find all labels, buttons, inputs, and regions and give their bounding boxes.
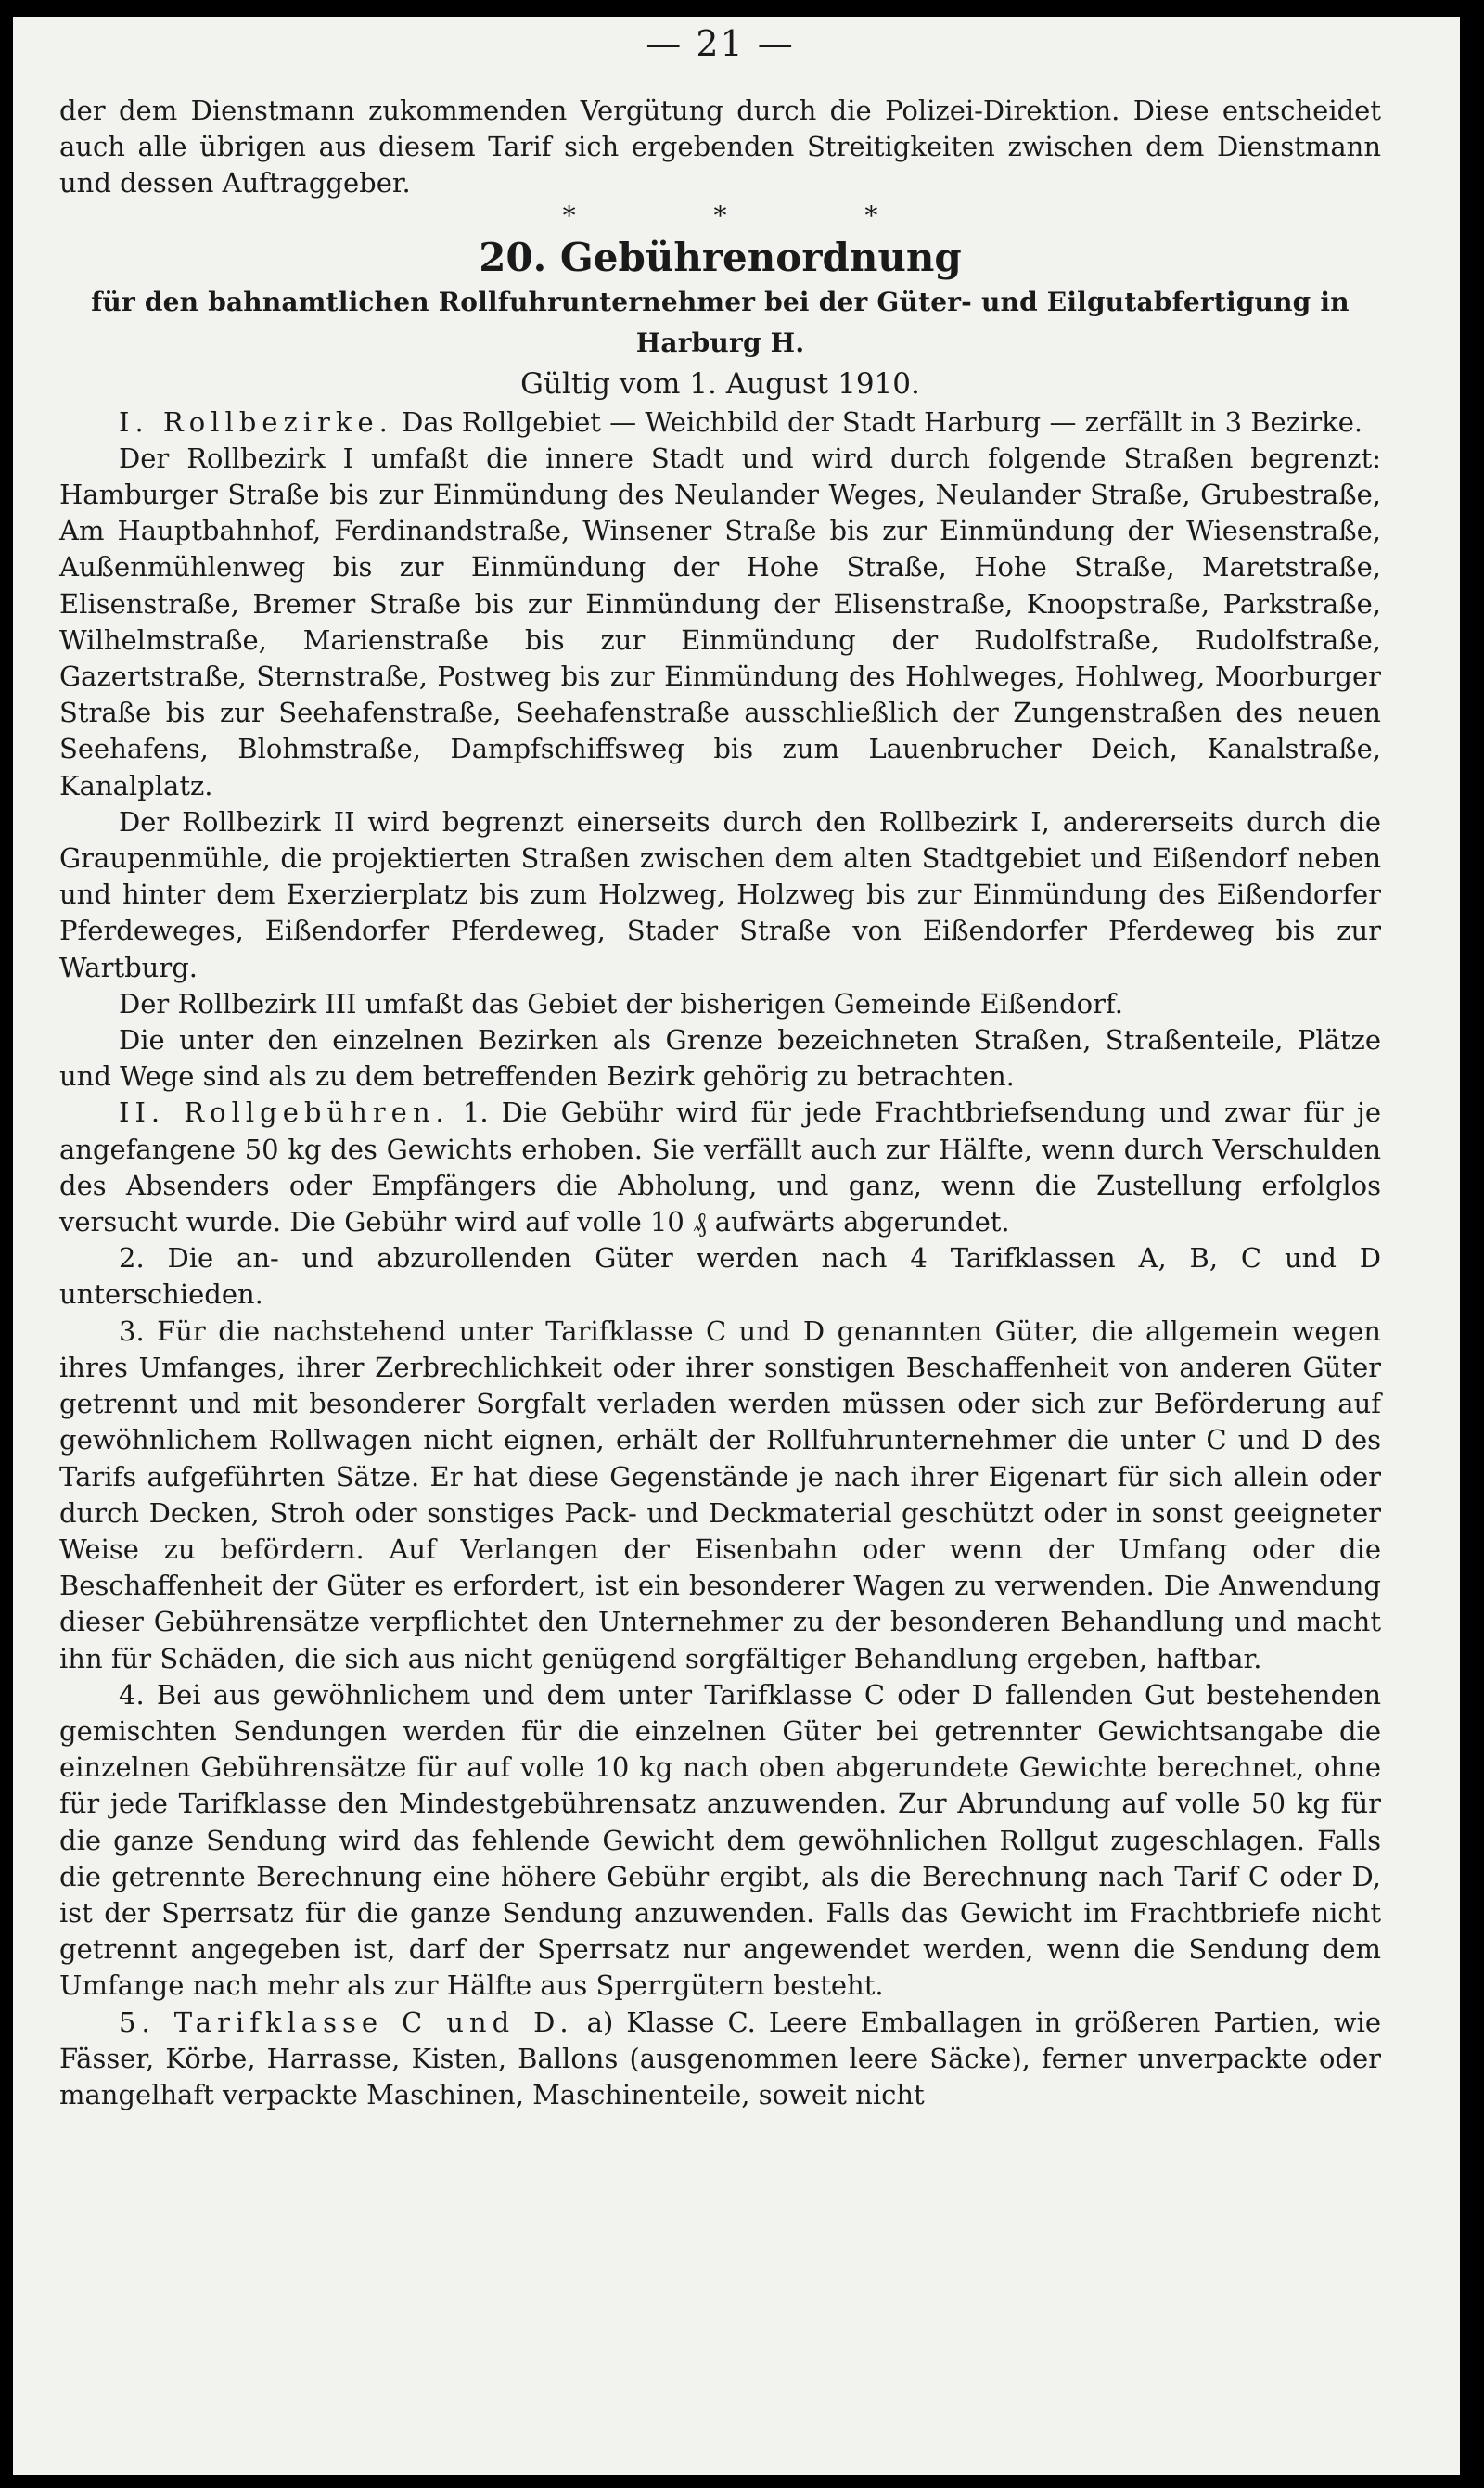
section-title: 20. Gebührenordnung xyxy=(479,234,962,280)
paragraph: 3. Für die nachstehend unter Tarifklasse C und D genannten Güter, die allgemein wegen ihres Umfanges, ihrer Zerbrechlichkeit oder ihrer sonstigen Beschaffenheit von anderen Güter getrennt und mit besonderer Sorgfalt verladen werden müssen oder sich zur Beförderung auf gewöhnlichem Rollwagen nicht eignen, erhält der Rollfuhrunternehmer die unter C und D des Tarifs aufgeführten Sätze. Er hat diese Gegenstände je nach ihrer Eigenart für sich allein oder durch Decken, Stroh oder sonstiges Pack- und Deckmaterial geschützt oder in sonst geeigneter Weise zu befördern. Auf Verlangen der Eisenbahn oder wenn der Umfang oder die Beschaffenheit der Güter es erfordert, ist ein besonderer Wagen zu verwenden. Die Anwendung dieser Gebührensätze verpflichtet den Unternehmer zu der besonderen Behandlung und macht ihn für Schäden, die sich aus nicht genügend sorgfältiger Behandlung ergeben, haftbar. xyxy=(59,1315,1381,1674)
part1-intro-paragraph xyxy=(59,404,1381,441)
item5-paragraph xyxy=(59,2005,1381,2114)
part2-first: 1. Die Gebühr wird für jede Frachtbriefsendung und zwar für je angefangene 50 kg des Gewichts erhoben. Sie verfällt auch zur Hälfte, wenn durch Verschulden des Absenders oder Empfängers die Abholung, und ganz, wenn die Zustellung erfolglos versucht wurde. Die Gebühr wird auf volle 10 ₰ aufwärts abgerundet. xyxy=(59,1097,1381,1238)
section-separator: * * * xyxy=(562,199,878,231)
paragraph: 2. Die an- und abzurollenden Güter werden nach 4 Tarifklassen A, B, C und D unterschieden. xyxy=(59,1242,1381,1311)
paragraph: Der Rollbezirk I umfaßt die innere Stadt und wird durch folgende Straßen begrenzt: Hamburger Straße bis zur Einmündung des Neulander Weges, Neulander Straße, Grubestraße, Am Hauptbahnhof, Ferdinandstraße, Winsener Straße bis zur Einmündung der Wiesenstraße, Außenmühlenweg bis zur Einmündung der Hohe Straße, Hohe Straße, Maretstraße, Elisenstraße, Bremer Straße bis zur Einmündung der Elisenstraße, Knoopstraße, Parkstraße, Wilhelmstraße, Marienstraße bis zur Einmündung der Rudolfstraße, Rudolfstraße, Gazertstraße, Sternstraße, Postweg bis zur Einmündung des Hohlweges, Hohlweg, Moorburger Straße bis zur Seehafenstraße, Seehafenstraße ausschließlich der Zungenstraßen des neuen Seehafens, Blohmstraße, Dampfschiffsweg bis zum Lauenbrucher Deich, Kanalstraße, Kanalplatz. xyxy=(59,442,1381,802)
page-number: — 21 — xyxy=(646,23,795,64)
part2-first-paragraph xyxy=(59,1095,1381,1240)
carry-over-paragraph: der dem Dienstmann zukommenden Vergütung durch die Polizei-Direktion. Diese entscheidet auch alle übrigen aus diesem Tarif sich ergebenden Streitigkeiten zwischen dem Dienstmann und dessen Auftraggeber. xyxy=(59,95,1381,199)
part1-intro: Das Rollgebiet — Weichbild der Stadt Harburg — zerfällt in 3 Bezirke. xyxy=(402,405,1363,438)
validity-date: Gültig vom 1. August 1910. xyxy=(520,366,920,401)
paragraph: Der Rollbezirk III umfaßt das Gebiet der bisherigen Gemeinde Eißendorf. xyxy=(119,987,1123,1020)
paragraph: 4. Bei aus gewöhnlichem und dem unter Tarifklasse C oder D fallenden Gut bestehenden gemischten Sendungen werden für die einzelnen Güter bei getrennter Gewichtsangabe die einzelnen Gebührensätze für auf volle 10 kg nach oben abgerundete Gewichte berechnet, ohne für jede Tarifklasse den Mindestgebührensatz anzuwenden. Zur Abrundung auf volle 50 kg für die ganze Sendung wird das fehlende Gewicht dem gewöhnlichen Rollgut zugeschlagen. Falls die getrennte Berechnung eine höhere Gebühr ergibt, als die Berechnung nach Tarif C oder D, ist der Sperrsatz für die ganze Sendung anzuwenden. Falls das Gewicht im Frachtbriefe nicht getrennt angegeben ist, darf der Sperrsatz nur angewendet werden, wenn die Sendung dem Umfange nach mehr als zur Hälfte aus Sperrgütern besteht. xyxy=(59,1678,1381,2002)
part2-heading: II. Rollgebühren. xyxy=(119,1097,450,1129)
part1-heading: I. Rollbezirke. xyxy=(119,405,393,438)
section-subtitle: für den bahnamtlichen Rollfuhrunternehmer bei der Güter- und Eilgutabfertigung in Harburg H. xyxy=(91,286,1350,358)
document-page xyxy=(13,17,1460,2475)
paragraph: Die unter den einzelnen Bezirken als Grenze bezeichneten Straßen, Straßenteile, Plätze und Wege sind als zu dem betreffenden Bezirk gehörig zu betrachten. xyxy=(59,1024,1381,1093)
paragraph: Der Rollbezirk II wird begrenzt einerseits durch den Rollbezirk I, andererseits durch die Graupenmühle, die projektierten Straßen zwischen dem alten Stadtgebiet und Eißendorf neben und hinter dem Exerzierplatz bis zum Holzweg, Holzweg bis zur Einmündung des Eißendorfer Pferdeweges, Eißendorfer Pferdeweg, Stader Straße von Eißendorfer Pferdeweg bis zur Wartburg. xyxy=(59,805,1381,983)
item5-label: 5. Tarifklasse C und D. xyxy=(119,2006,574,2038)
page-content xyxy=(59,23,1382,2113)
item5-text: a) Klasse C. Leere Emballagen in größeren Partien, wie Fässer, Körbe, Harrasse, Kisten, Ballons (ausgenommen leere Säcke), ferner unverpackte oder mangelhaft verpackte Maschinen, Maschinenteile, soweit nicht xyxy=(59,2006,1382,2110)
